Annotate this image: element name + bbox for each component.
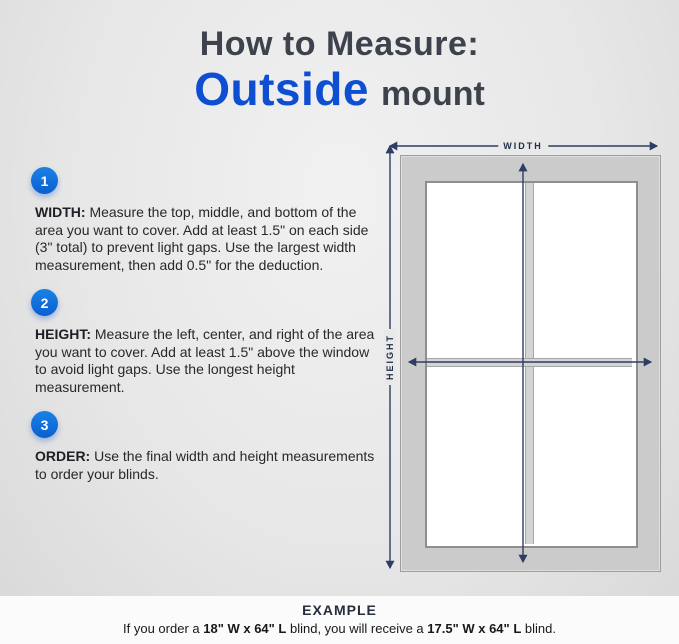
- steps-list: [31, 167, 383, 498]
- example-received-size: 17.5" W x 64" L: [427, 621, 522, 636]
- step-body-order: Use the final width and height measurements to order your blinds.: [35, 448, 375, 482]
- title-rest-mount: mount: [380, 75, 485, 113]
- step-text-width: [35, 204, 380, 274]
- step-label-width: WIDTH:: [35, 204, 86, 220]
- step-body-width: Measure the top, middle, and bottom of the area you want to cover. Add at least 1.5" on each side (3" total) to prevent light gaps. Use the largest width measurement, then add 0.5" for the deduction.: [35, 204, 369, 273]
- example-ordered-size: 18" W x 64" L: [203, 621, 287, 636]
- height-measure-label: HEIGHT: [384, 329, 396, 385]
- step-label-order: ORDER:: [35, 448, 91, 464]
- title-accent-outside: Outside: [194, 63, 369, 115]
- step-item-width: [31, 167, 383, 274]
- page-title: [0, 24, 679, 124]
- step-item-order: [31, 411, 383, 483]
- title-line2: [0, 63, 679, 124]
- title-line1: How to Measure:: [199, 25, 480, 63]
- step-label-height: HEIGHT:: [35, 326, 91, 342]
- step-item-height: [31, 289, 383, 396]
- step-text-order: [35, 448, 380, 483]
- step-number-badge-1: 1: [31, 167, 58, 194]
- step-number-badge-2: 2: [31, 289, 58, 316]
- example-prefix: If you order a: [123, 621, 204, 636]
- example-middle: blind, you will receive a: [286, 621, 428, 636]
- example-suffix: blind.: [521, 621, 556, 636]
- example-heading: EXAMPLE: [302, 602, 377, 618]
- example-footer: [0, 596, 679, 644]
- step-number-badge-3: 3: [31, 411, 58, 438]
- window-muntin-horizontal: [427, 358, 632, 367]
- example-text: [0, 621, 679, 636]
- width-measure-label: WIDTH: [498, 140, 548, 152]
- step-body-height: Measure the left, center, and right of the area you want to cover. Add at least 1.5" above the window to avoid light gaps. Use the longest height measurement.: [35, 326, 375, 395]
- step-text-height: [35, 326, 380, 396]
